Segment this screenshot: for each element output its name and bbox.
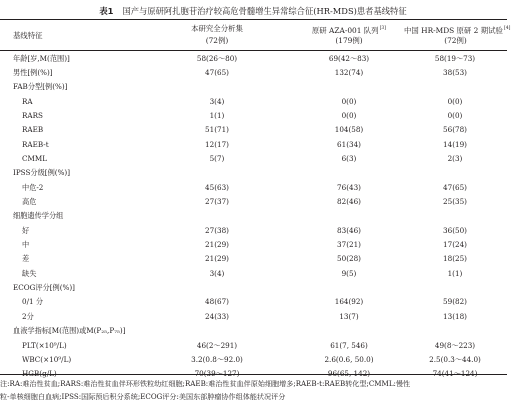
row-label: RAEB xyxy=(22,125,44,135)
header-col-2-line1 xyxy=(286,24,412,36)
row-value-col-3: 56(78) xyxy=(443,125,467,135)
row-value-col-1: 51(71) xyxy=(205,125,229,135)
row-label: WBC(×10⁹/L) xyxy=(22,354,72,364)
row-value-col-3: 0(0) xyxy=(447,96,463,106)
row-value-col-3: 0(0) xyxy=(447,110,463,120)
row-label: CMML xyxy=(22,153,47,163)
row-value-col-3: 14(19) xyxy=(443,139,467,149)
row-value-col-2: 9(5) xyxy=(341,268,357,278)
row-value-col-3: 59(82) xyxy=(443,297,467,307)
section-label: FAB分型[例(%)] xyxy=(13,82,68,92)
row-value-col-3: 49(8～223) xyxy=(434,340,476,350)
row-value-col-2: 82(46) xyxy=(337,197,361,206)
row-value-col-1: 3(4) xyxy=(209,96,225,106)
header-col-3-title: 中国 HR-MDS 原研 2 期试验 xyxy=(404,26,503,35)
section-label: IPSS分级[例(%)] xyxy=(13,168,71,178)
row-value-col-2: 104(58) xyxy=(334,125,364,135)
row-value-col-3: 25(35) xyxy=(443,197,467,206)
row-value-col-3: 47(65) xyxy=(443,182,467,192)
row-value-col-3: 36(50) xyxy=(443,225,467,235)
row-value-col-2: 76(43) xyxy=(337,182,361,192)
row-value-col-2: 83(46) xyxy=(337,225,361,235)
row-value-col-3: 1(1) xyxy=(447,268,463,278)
row-label: 中 xyxy=(22,240,30,250)
header-label: 基线特征 xyxy=(13,31,43,40)
table-caption xyxy=(0,3,507,17)
row-value-col-2: 61(7, 546) xyxy=(330,340,368,350)
row-value-col-1: 48(67) xyxy=(205,297,229,307)
section-label: ECOG评分[例(%)] xyxy=(13,283,75,293)
row-value-col-2: 13(7) xyxy=(339,311,359,321)
row-value-col-1: 58(26～80) xyxy=(196,53,238,63)
row-label: 缺失 xyxy=(22,268,37,278)
header-col-3-ref: [4] xyxy=(503,26,511,31)
row-value-col-1: 12(17) xyxy=(205,139,229,149)
section-label: 血液学指标[M(范围)或M(P₂₅,P₇₅)] xyxy=(13,326,126,336)
row-value-col-1: 46(2～291) xyxy=(196,340,238,350)
header-col-3-line2: (72例) xyxy=(444,36,467,45)
row-label: 好 xyxy=(22,225,30,235)
table-title: 国产与原研阿扎胞苷治疗较高危骨髓增生异常综合征(HR-MDS)患者基线特征 xyxy=(122,6,407,16)
row-value-col-2: 61(34) xyxy=(337,139,361,149)
row-label: 高危 xyxy=(22,197,37,206)
row-value-col-3: 2(3) xyxy=(447,153,463,163)
row-value-col-2: 37(21) xyxy=(337,240,361,250)
row-value-col-1: 5(7) xyxy=(209,153,225,163)
row-value-col-1: 47(65) xyxy=(205,67,229,77)
row-label: RARS xyxy=(22,110,43,120)
row-label: PLT(×10⁹/L) xyxy=(22,340,67,350)
row-value-col-1: 3(4) xyxy=(209,268,225,278)
row-value-col-3: 17(24) xyxy=(443,240,467,250)
row-value-col-2: 0(0) xyxy=(341,96,357,106)
row-value-col-1: 1(1) xyxy=(209,110,225,120)
row-value-col-1: 24(33) xyxy=(205,311,229,321)
header-col-2-title: 原研 AZA-001 队列 xyxy=(311,26,379,35)
row-label: RA xyxy=(22,96,33,106)
header-col-2-ref: [3] xyxy=(379,26,387,31)
header-col-1-line2: (72例) xyxy=(205,36,229,45)
row-value-col-3: 13(18) xyxy=(443,311,467,321)
top-rule xyxy=(0,19,507,20)
header-col-3-line1 xyxy=(404,24,511,36)
row-value-col-1: 3.2(0.8～92.0) xyxy=(191,354,243,364)
row-value-col-2: 6(3) xyxy=(341,153,357,163)
row-value-col-2: 0(0) xyxy=(341,110,357,120)
row-label: 中危-2 xyxy=(22,182,44,192)
row-label: 男性[例(%)] xyxy=(13,67,53,77)
row-value-col-1: 27(37) xyxy=(205,197,229,206)
header-col-2-line2: (179例) xyxy=(335,36,363,45)
row-label: 年龄[岁,M(范围)] xyxy=(13,53,70,63)
row-value-col-3: 58(19～73) xyxy=(434,53,476,63)
row-label: 2分 xyxy=(22,311,34,321)
bottom-rule xyxy=(0,374,507,375)
table-number: 表1 xyxy=(99,6,114,16)
row-value-col-1: 27(38) xyxy=(205,225,229,235)
header-rule xyxy=(0,50,507,51)
row-value-col-2: 132(74) xyxy=(334,67,364,77)
row-value-col-2: 164(92) xyxy=(334,297,364,307)
footnote-line-1: 注:RA:难治性贫血;RARS:难治性贫血伴环形铁粒幼红细胞;RAEB:难治性贫血伴原始细胞增多;RAEB-t:RAEB转化型;CMML:慢性 xyxy=(0,379,411,388)
row-value-col-3: 2.5(0.3～44.0) xyxy=(429,354,481,364)
section-label: 细胞遗传学分组 xyxy=(13,211,64,221)
row-value-col-2: 50(28) xyxy=(337,254,361,264)
row-value-col-2: 2.6(0.6, 50.0) xyxy=(324,354,374,364)
row-label: 0/1 分 xyxy=(22,297,44,307)
row-label: 差 xyxy=(22,254,30,264)
row-value-col-3: 18(25) xyxy=(443,254,467,264)
footnote-line-2: 粒-单核细胞白血病;IPSS:国际预后积分系统;ECOG评分:美国东部肿瘤协作组体能状况评分 xyxy=(0,392,286,401)
row-value-col-2: 69(42～83) xyxy=(328,53,370,63)
row-label: RAEB-t xyxy=(22,139,49,149)
row-value-col-3: 38(53) xyxy=(443,67,467,77)
row-value-col-1: 45(63) xyxy=(205,182,229,192)
row-value-col-1: 21(29) xyxy=(205,240,229,250)
row-value-col-1: 21(29) xyxy=(205,254,229,264)
header-col-1-line1: 本研究全分析集 xyxy=(191,24,243,33)
